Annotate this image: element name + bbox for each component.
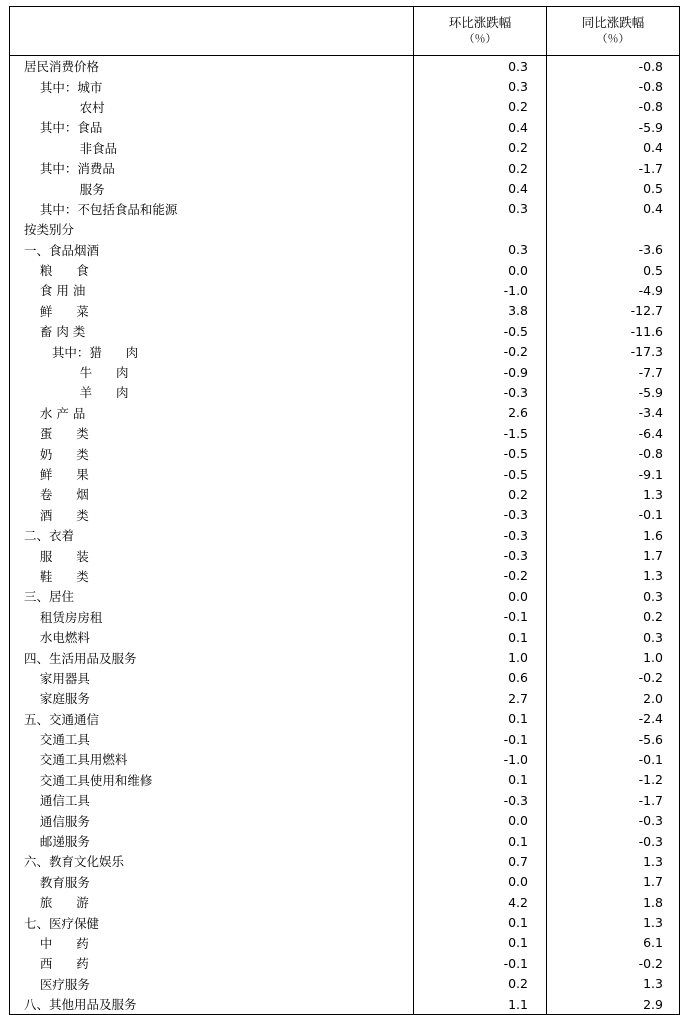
header-mom-title: 环比涨跌幅 bbox=[448, 15, 512, 31]
table-row bbox=[10, 790, 680, 810]
row-mom-value: 0.2 bbox=[414, 974, 547, 994]
row-category-label: 水 产 品 bbox=[10, 403, 414, 423]
row-yoy-value: 0.3 bbox=[643, 629, 663, 645]
row-category-label: 蛋 类 bbox=[10, 423, 414, 443]
row-mom-value: 0.6 bbox=[414, 668, 547, 688]
row-category-label: 非食品 bbox=[10, 138, 414, 158]
row-yoy-value: -0.8 bbox=[638, 99, 663, 115]
row-yoy-value: -5.6 bbox=[638, 731, 663, 747]
row-yoy-value: -11.6 bbox=[630, 323, 663, 339]
row-category-label: 通信工具 bbox=[10, 790, 414, 810]
row-yoy-value: -4.9 bbox=[638, 282, 663, 298]
row-mom-value: 0.1 bbox=[414, 770, 547, 790]
row-yoy-value: 1.7 bbox=[643, 874, 663, 890]
header-mom-unit: （％） bbox=[463, 32, 497, 46]
table-row bbox=[10, 76, 680, 96]
table-row bbox=[10, 240, 680, 260]
row-mom-value: 0.2 bbox=[414, 97, 547, 117]
row-category-label: 水电燃料 bbox=[10, 627, 414, 647]
table-row bbox=[10, 994, 680, 1015]
cpi-table-page bbox=[0, 6, 690, 1013]
table-row bbox=[10, 545, 680, 565]
row-category-label: 七、医疗保健 bbox=[10, 912, 414, 932]
row-mom-value: 0.3 bbox=[414, 56, 547, 77]
table-row bbox=[10, 260, 680, 280]
row-category-label: 通信服务 bbox=[10, 810, 414, 830]
row-yoy-value: -1.7 bbox=[638, 792, 663, 808]
table-row bbox=[10, 810, 680, 830]
row-mom-value: 0.3 bbox=[414, 199, 547, 219]
row-category-label: 教育服务 bbox=[10, 872, 414, 892]
row-mom-value: 0.3 bbox=[414, 240, 547, 260]
table-row bbox=[10, 117, 680, 137]
row-category-label: 家庭服务 bbox=[10, 688, 414, 708]
row-yoy-value: -5.9 bbox=[638, 384, 663, 400]
table-row bbox=[10, 892, 680, 912]
row-mom-value: -0.1 bbox=[414, 607, 547, 627]
row-category-label: 粮 食 bbox=[10, 260, 414, 280]
row-category-label: 一、食品烟酒 bbox=[10, 240, 414, 260]
row-yoy-value: 0.5 bbox=[643, 262, 663, 278]
row-category-label: 鲜 菜 bbox=[10, 301, 414, 321]
row-mom-value: 0.4 bbox=[414, 178, 547, 198]
row-mom-value: -0.1 bbox=[414, 953, 547, 973]
table-row bbox=[10, 484, 680, 504]
table-row bbox=[10, 872, 680, 892]
table-row bbox=[10, 749, 680, 769]
row-yoy-value: -0.2 bbox=[638, 670, 663, 686]
row-yoy-value: -17.3 bbox=[630, 344, 663, 360]
row-mom-value: -1.0 bbox=[414, 280, 547, 300]
table-row bbox=[10, 138, 680, 158]
table-row bbox=[10, 362, 680, 382]
row-mom-value: 2.7 bbox=[414, 688, 547, 708]
row-mom-value: -0.5 bbox=[414, 321, 547, 341]
row-mom-value: 0.1 bbox=[414, 709, 547, 729]
header-year-on-year bbox=[547, 7, 680, 56]
row-yoy-value: -6.4 bbox=[638, 425, 663, 441]
table-row bbox=[10, 505, 680, 525]
row-yoy-value: -7.7 bbox=[638, 364, 663, 380]
row-mom-value: 0.2 bbox=[414, 484, 547, 504]
table-row bbox=[10, 280, 680, 300]
row-yoy-value: 0.4 bbox=[643, 201, 663, 217]
row-mom-value: -0.3 bbox=[414, 505, 547, 525]
row-yoy-value: 1.3 bbox=[643, 976, 663, 992]
row-mom-value: -0.3 bbox=[414, 525, 547, 545]
row-category-label: 鲜 果 bbox=[10, 464, 414, 484]
row-yoy-value: -12.7 bbox=[630, 303, 663, 319]
row-category-label: 食 用 油 bbox=[10, 280, 414, 300]
row-yoy-value: 0.4 bbox=[643, 140, 663, 156]
row-mom-value: -0.1 bbox=[414, 729, 547, 749]
row-mom-value: 0.1 bbox=[414, 831, 547, 851]
table-row bbox=[10, 178, 680, 198]
row-mom-value: 0.0 bbox=[414, 872, 547, 892]
row-mom-value: -0.5 bbox=[414, 443, 547, 463]
row-yoy-value: 1.3 bbox=[643, 486, 663, 502]
row-mom-value: 0.0 bbox=[414, 586, 547, 606]
table-row bbox=[10, 382, 680, 402]
table-row bbox=[10, 566, 680, 586]
row-category-label: 服务 bbox=[10, 178, 414, 198]
table-row bbox=[10, 688, 680, 708]
header-yoy-unit: （％） bbox=[596, 32, 630, 46]
row-mom-value: -0.5 bbox=[414, 464, 547, 484]
row-category-label: 四、生活用品及服务 bbox=[10, 647, 414, 667]
table-row bbox=[10, 933, 680, 953]
row-mom-value: 0.0 bbox=[414, 810, 547, 830]
row-mom-value: 0.0 bbox=[414, 260, 547, 280]
row-yoy-value: -0.2 bbox=[638, 955, 663, 971]
row-yoy-value: -0.1 bbox=[638, 751, 663, 767]
row-category-label: 其中：不包括食品和能源 bbox=[10, 199, 414, 219]
row-yoy-value: -0.1 bbox=[638, 507, 663, 523]
row-yoy-value: -0.8 bbox=[638, 79, 663, 95]
row-yoy-value: 2.0 bbox=[643, 690, 663, 706]
table-row bbox=[10, 912, 680, 932]
row-yoy-value: 1.3 bbox=[643, 568, 663, 584]
table-row bbox=[10, 56, 680, 77]
table-row bbox=[10, 525, 680, 545]
row-category-label: 二、衣着 bbox=[10, 525, 414, 545]
row-yoy-value: 0.3 bbox=[643, 588, 663, 604]
row-mom-value: 0.7 bbox=[414, 851, 547, 871]
table-row bbox=[10, 709, 680, 729]
row-mom-value: 0.3 bbox=[414, 76, 547, 96]
row-mom-value: -0.2 bbox=[414, 566, 547, 586]
table-row bbox=[10, 403, 680, 423]
row-yoy-value: -2.4 bbox=[638, 711, 663, 727]
row-category-label: 五、交通通信 bbox=[10, 709, 414, 729]
row-category-label: 八、其他用品及服务 bbox=[10, 994, 414, 1015]
row-mom-value: 0.2 bbox=[414, 138, 547, 158]
row-category-label: 服 装 bbox=[10, 545, 414, 565]
row-yoy-value: 1.3 bbox=[643, 853, 663, 869]
header-yoy-title: 同比涨跌幅 bbox=[581, 15, 645, 31]
row-yoy-value: -5.9 bbox=[638, 119, 663, 135]
row-yoy-value: 1.3 bbox=[643, 915, 663, 931]
row-category-label: 旅 游 bbox=[10, 892, 414, 912]
table-row bbox=[10, 586, 680, 606]
table-row bbox=[10, 668, 680, 688]
header-month-on-month bbox=[414, 7, 547, 56]
row-yoy-value: 1.0 bbox=[643, 650, 663, 666]
row-category-label: 邮递服务 bbox=[10, 831, 414, 851]
row-category-label: 按类别分 bbox=[10, 219, 414, 239]
row-yoy-value bbox=[547, 219, 680, 239]
table-row bbox=[10, 341, 680, 361]
row-mom-value: 4.2 bbox=[414, 892, 547, 912]
row-category-label: 西 药 bbox=[10, 953, 414, 973]
row-category-label: 卷 烟 bbox=[10, 484, 414, 504]
table-row bbox=[10, 219, 680, 239]
table-row bbox=[10, 851, 680, 871]
row-yoy-value: 2.9 bbox=[643, 996, 663, 1012]
table-row bbox=[10, 464, 680, 484]
table-row bbox=[10, 97, 680, 117]
row-yoy-value: -0.8 bbox=[638, 58, 663, 74]
row-mom-value: 2.6 bbox=[414, 403, 547, 423]
row-yoy-value: -3.6 bbox=[638, 242, 663, 258]
row-category-label: 其中：食品 bbox=[10, 117, 414, 137]
row-yoy-value: 1.6 bbox=[643, 527, 663, 543]
row-yoy-value: -9.1 bbox=[638, 466, 663, 482]
cpi-index-table bbox=[9, 6, 680, 1015]
table-row bbox=[10, 770, 680, 790]
row-yoy-value: 1.7 bbox=[643, 548, 663, 564]
row-mom-value: 0.1 bbox=[414, 933, 547, 953]
table-row bbox=[10, 443, 680, 463]
row-yoy-value: 0.5 bbox=[643, 181, 663, 197]
row-category-label: 奶 类 bbox=[10, 443, 414, 463]
row-category-label: 交通工具 bbox=[10, 729, 414, 749]
row-category-label: 畜 肉 类 bbox=[10, 321, 414, 341]
row-yoy-value: -0.3 bbox=[638, 833, 663, 849]
row-category-label: 农村 bbox=[10, 97, 414, 117]
table-header bbox=[10, 7, 680, 56]
row-yoy-value: -1.2 bbox=[638, 772, 663, 788]
row-yoy-value: 6.1 bbox=[643, 935, 663, 951]
row-mom-value: 0.4 bbox=[414, 117, 547, 137]
table-row bbox=[10, 607, 680, 627]
row-category-label: 酒 类 bbox=[10, 505, 414, 525]
row-yoy-value: -0.3 bbox=[638, 813, 663, 829]
row-category-label: 六、教育文化娱乐 bbox=[10, 851, 414, 871]
row-category-label: 租赁房房租 bbox=[10, 607, 414, 627]
row-mom-value: 0.1 bbox=[414, 627, 547, 647]
row-mom-value: -0.9 bbox=[414, 362, 547, 382]
table-row bbox=[10, 831, 680, 851]
row-mom-value: -1.5 bbox=[414, 423, 547, 443]
header-row bbox=[10, 7, 680, 56]
row-mom-value: -0.2 bbox=[414, 341, 547, 361]
table-row bbox=[10, 321, 680, 341]
header-category bbox=[10, 7, 414, 56]
row-category-label: 鞋 类 bbox=[10, 566, 414, 586]
row-mom-value: -0.3 bbox=[414, 790, 547, 810]
row-mom-value: 1.1 bbox=[414, 994, 547, 1015]
row-yoy-value: -0.8 bbox=[638, 446, 663, 462]
row-category-label: 交通工具用燃料 bbox=[10, 749, 414, 769]
table-row bbox=[10, 647, 680, 667]
row-category-label: 中 药 bbox=[10, 933, 414, 953]
row-yoy-value: -1.7 bbox=[638, 160, 663, 176]
row-yoy-value: 1.8 bbox=[643, 894, 663, 910]
row-mom-value: 3.8 bbox=[414, 301, 547, 321]
row-category-label: 医疗服务 bbox=[10, 974, 414, 994]
row-category-label: 三、居住 bbox=[10, 586, 414, 606]
table-row bbox=[10, 423, 680, 443]
row-category-label: 其中：城市 bbox=[10, 76, 414, 96]
row-mom-value: 0.2 bbox=[414, 158, 547, 178]
table-row bbox=[10, 729, 680, 749]
row-category-label: 羊 肉 bbox=[10, 382, 414, 402]
table-row bbox=[10, 627, 680, 647]
row-category-label: 其中：猎 肉 bbox=[10, 341, 414, 361]
row-mom-value bbox=[414, 219, 547, 239]
table-row bbox=[10, 158, 680, 178]
table-row bbox=[10, 974, 680, 994]
row-mom-value: 0.1 bbox=[414, 912, 547, 932]
row-category-label: 居民消费价格 bbox=[10, 56, 414, 77]
row-mom-value: 1.0 bbox=[414, 647, 547, 667]
row-category-label: 其中：消费品 bbox=[10, 158, 414, 178]
row-category-label: 牛 肉 bbox=[10, 362, 414, 382]
table-row bbox=[10, 199, 680, 219]
table-body bbox=[10, 56, 680, 1015]
row-mom-value: -1.0 bbox=[414, 749, 547, 769]
row-yoy-value: 0.2 bbox=[643, 609, 663, 625]
row-category-label: 交通工具使用和维修 bbox=[10, 770, 414, 790]
row-mom-value: -0.3 bbox=[414, 545, 547, 565]
row-yoy-value: -3.4 bbox=[638, 405, 663, 421]
table-row bbox=[10, 953, 680, 973]
row-mom-value: -0.3 bbox=[414, 382, 547, 402]
row-category-label: 家用器具 bbox=[10, 668, 414, 688]
table-row bbox=[10, 301, 680, 321]
